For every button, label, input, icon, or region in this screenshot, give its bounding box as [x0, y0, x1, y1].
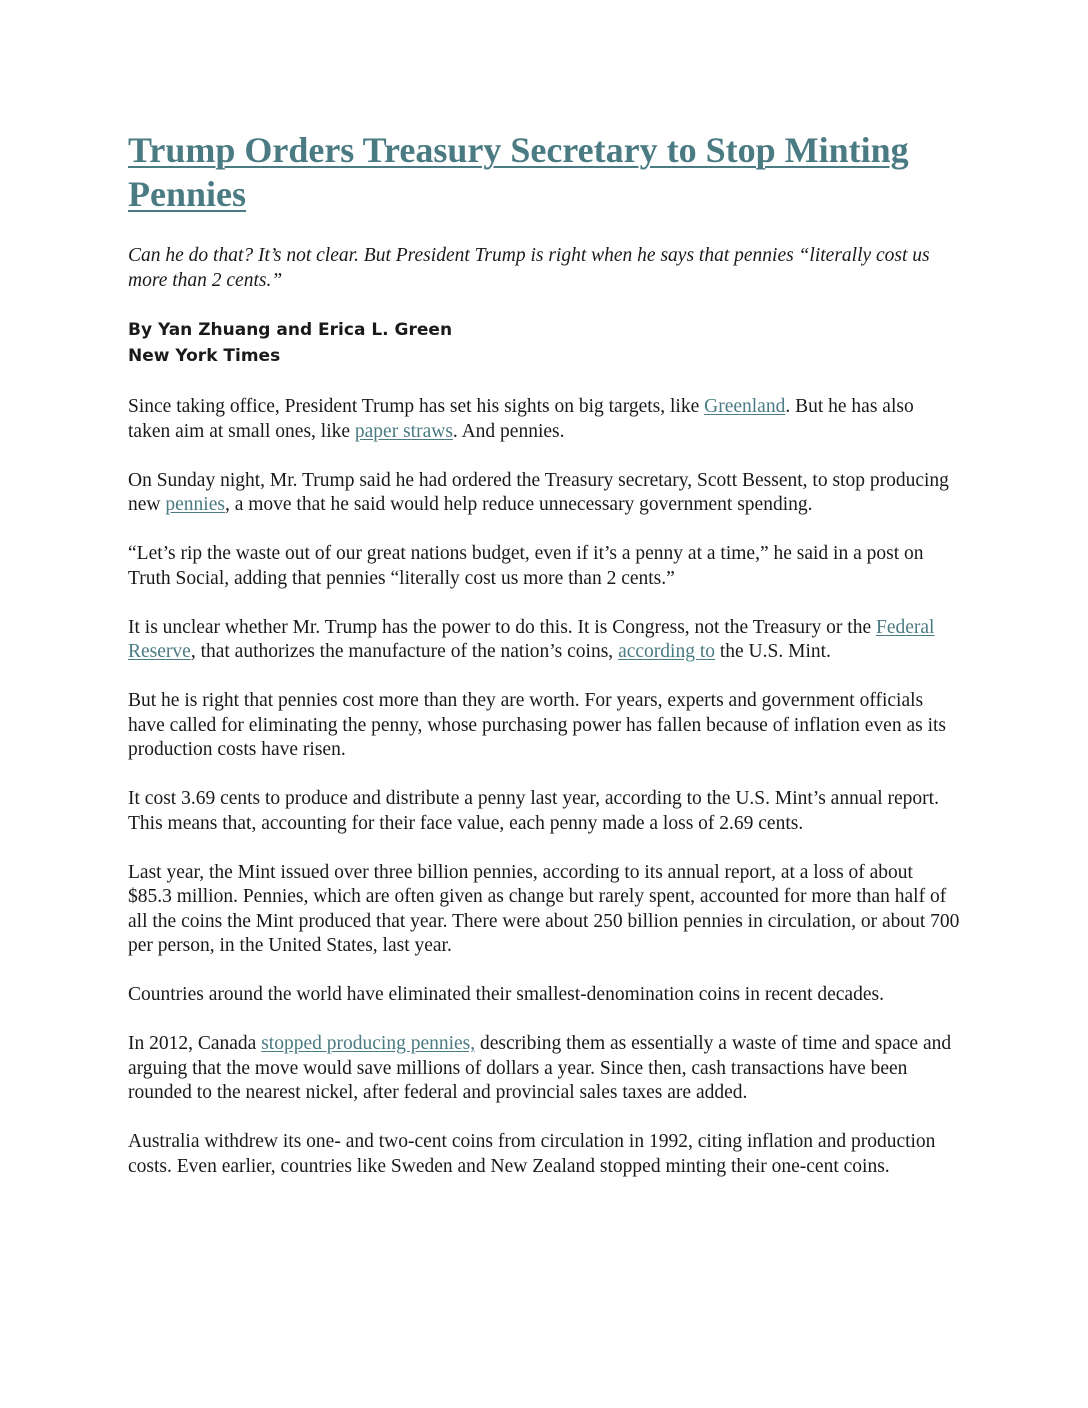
article-page: [128, 128, 960, 1179]
byline-block: [128, 317, 960, 369]
paragraph-9: [128, 1032, 960, 1106]
article-title-link[interactable]: Trump Orders Treasury Secretary to Stop Minting Pennies: [128, 130, 909, 214]
paragraph-7: Last year, the Mint issued over three billion pennies, according to its annual report, at a loss of about $85.3 million. Pennies, which are often given as change but rarely spent, accounted for more than half of all the coins the Mint produced that year. There were about 250 billion pennies in circulation, or about 700 per person, in the United States, last year.: [128, 861, 960, 956]
paragraph-4: [128, 616, 960, 665]
text-span: . And pennies.: [452, 420, 565, 442]
link-greenland[interactable]: Greenland: [704, 396, 786, 417]
paragraph-1: [128, 395, 960, 444]
paragraph-5: But he is right that pennies cost more than they are worth. For years, experts and government officials have called for eliminating the penny, whose purchasing power has fallen because of inflation even as its production costs have risen.: [128, 690, 947, 760]
link-paper-straws[interactable]: paper straws: [354, 420, 453, 442]
paragraph-3: “Let’s rip the waste out of our great nations budget, even if it’s a penny at a time,” he said in a post on Truth Social, adding that pennies “literally cost us more than 2 cents.”: [128, 543, 924, 589]
text-span: It is unclear whether Mr. Trump has the power to do this. It is Congress, not the Treasury or the: [128, 616, 876, 638]
article-subtitle: Can he do that? It’s not clear. But President Trump is right when he says that pennies “literally cost us more than 2 cents.”: [128, 245, 930, 291]
link-according-to[interactable]: according to: [618, 641, 715, 662]
paragraph-10: Australia withdrew its one- and two-cent coins from circulation in 1992, citing inflation and production costs. Even earlier, countries like Sweden and New Zealand stopped minting their one-cent coins.: [128, 1131, 936, 1177]
text-span: , a move that he said would help reduce unnecessary government spending.: [224, 494, 813, 515]
text-span: Since taking office, President Trump has set his sights on big targets, like: [128, 396, 705, 417]
text-span: In 2012, Canada: [128, 1033, 262, 1054]
text-span: describing them as essentially a waste of time and space and arguing that the move would save millions of dollars a year. Since then, cash transactions have been rounded to the nearest nickel, after federal and provincial sales taxes are added.: [128, 1033, 952, 1103]
link-pennies[interactable]: pennies: [165, 494, 225, 515]
paragraph-2: [128, 469, 960, 518]
link-stopped-producing-pennies[interactable]: stopped producing pennies,: [261, 1033, 476, 1054]
text-span: On Sunday night, Mr. Trump said he had ordered the Treasury secretary, Scott Bessent, to stop producing new: [128, 469, 949, 515]
article-title: [128, 128, 960, 216]
text-span: the U.S. Mint.: [714, 641, 831, 662]
byline-publication: New York Times: [128, 346, 281, 366]
link-federal-reserve[interactable]: Federal Reserve: [128, 616, 935, 662]
byline-authors: By Yan Zhuang and Erica L. Green: [128, 320, 453, 340]
paragraph-8: Countries around the world have eliminated their smallest-denomination coins in recent decades.: [128, 984, 884, 1005]
text-span: . But he has also taken aim at small ones, like: [128, 396, 914, 442]
text-span: , that authorizes the manufacture of the nation’s coins,: [190, 641, 619, 662]
paragraph-6: It cost 3.69 cents to produce and distribute a penny last year, according to the U.S. Mint’s annual report. This means that, accounting for their face value, each penny made a loss of 2.69 cents.: [128, 788, 939, 834]
